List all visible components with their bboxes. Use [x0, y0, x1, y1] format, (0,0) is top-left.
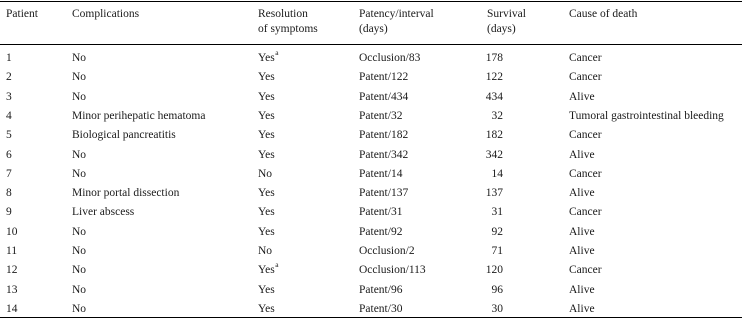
row-resolution-cell-text: Yes [258, 148, 275, 161]
row-survival-cell-text: 30 [491, 302, 503, 315]
header-survival [487, 7, 526, 37]
row-survival-cell [470, 223, 503, 242]
row-resolution-cell-text: Yes [258, 187, 275, 200]
row-resolution-cell-text: Yes [258, 109, 275, 122]
row-survival-cell [470, 88, 503, 107]
row-resolution-cell [258, 184, 275, 203]
header-survival-line1: Survival [487, 8, 526, 20]
table-row [0, 242, 742, 261]
row-resolution-cell-text: Yes [258, 52, 275, 64]
row-patient-cell-text: 1 [6, 52, 12, 64]
header-patency-line2: (days) [359, 23, 388, 35]
row-complications-cell [72, 68, 86, 87]
table-row [0, 68, 742, 87]
row-cause-cell [569, 242, 595, 261]
row-complications-cell-text: No [72, 52, 87, 64]
row-patency-cell [359, 68, 408, 87]
row-survival-cell [470, 68, 503, 87]
row-survival-cell-text: 122 [485, 71, 503, 84]
row-cause-cell-text: Alive [569, 302, 595, 315]
row-patient-cell-text: 8 [6, 187, 12, 200]
row-resolution-cell [258, 203, 275, 222]
header-patency-line1: Patency/interval [359, 8, 434, 20]
row-patency-cell-text: Patent/14 [359, 167, 403, 180]
row-complications-cell [72, 107, 205, 126]
row-cause-cell-text: Cancer [569, 71, 602, 84]
row-resolution-cell-text: Yes [258, 90, 275, 103]
row-patient-cell-text: 6 [6, 148, 12, 161]
row-patient-cell [6, 107, 12, 126]
row-patency-cell [359, 126, 408, 145]
row-complications-cell-text: No [72, 90, 87, 103]
row-complications-cell-text: No [72, 245, 87, 257]
row-cause-cell [569, 165, 602, 184]
row-survival-cell [470, 126, 503, 145]
row-resolution-cell-text: No [258, 167, 273, 180]
row-complications-cell [72, 165, 86, 184]
row-survival-cell-text: 178 [485, 52, 503, 64]
row-complications-cell-text: No [72, 264, 87, 277]
table-row [0, 146, 742, 165]
row-patient-cell-text: 10 [6, 225, 18, 238]
header-resolution-line2: of symptoms [258, 23, 318, 35]
row-patency-cell [359, 223, 402, 242]
row-survival-cell-text: 71 [491, 245, 503, 257]
row-resolution-cell [258, 88, 275, 107]
footnote-marker: a [275, 260, 279, 270]
row-patency-cell-text: Patent/182 [359, 129, 409, 142]
row-resolution-cell-text: Yes [258, 225, 275, 238]
row-resolution-cell [258, 223, 275, 242]
row-complications-cell-text: No [72, 71, 87, 84]
row-complications-cell [72, 88, 86, 107]
row-patient-cell [6, 261, 18, 280]
row-patency-cell [359, 281, 402, 300]
row-survival-cell-text: 92 [491, 225, 503, 238]
row-patient-cell-text: 14 [6, 302, 18, 315]
row-resolution-cell-text: No [258, 245, 273, 257]
row-patient-cell-text: 9 [6, 206, 12, 219]
row-complications-cell [72, 126, 176, 145]
row-cause-cell-text: Cancer [569, 129, 602, 142]
row-cause-cell-text: Cancer [569, 206, 602, 219]
row-cause-cell-text: Alive [569, 283, 595, 296]
row-cause-cell [569, 126, 602, 145]
row-survival-cell-text: 14 [491, 167, 503, 180]
row-complications-cell-text: No [72, 167, 87, 180]
row-patient-cell-text: 4 [6, 109, 12, 122]
row-survival-cell [470, 242, 503, 261]
row-resolution-cell [258, 261, 279, 280]
row-patient-cell-text: 7 [6, 167, 12, 180]
row-cause-cell-text: Alive [569, 187, 595, 200]
row-patency-cell-text: Occlusion/83 [359, 52, 421, 64]
table-row [0, 223, 742, 242]
row-patient-cell-text: 3 [6, 90, 12, 103]
row-complications-cell-text: Minor perihepatic hematoma [72, 109, 206, 122]
row-resolution-cell-text: Yes [258, 129, 275, 142]
row-patient-cell-text: 2 [6, 71, 12, 84]
table-row [0, 261, 742, 280]
row-survival-cell-text: 342 [485, 148, 503, 161]
row-cause-cell [569, 281, 595, 300]
row-complications-cell [72, 242, 86, 261]
row-patency-cell [359, 88, 408, 107]
row-complications-cell [72, 203, 134, 222]
row-resolution-cell [258, 281, 275, 300]
table-bottom-rule [0, 317, 742, 318]
row-complications-cell [72, 184, 179, 203]
row-patency-cell [359, 165, 402, 184]
row-cause-cell [569, 261, 602, 280]
row-resolution-cell-text: Yes [258, 302, 275, 315]
row-complications-cell [72, 281, 86, 300]
row-patient-cell [6, 68, 12, 87]
row-patient-cell [6, 88, 12, 107]
header-resolution-line1: Resolution [258, 8, 308, 20]
table-row [0, 107, 742, 126]
row-patency-cell [359, 146, 408, 165]
row-patency-cell [359, 261, 426, 280]
table-row [0, 49, 742, 68]
row-complications-cell-text: Liver abscess [72, 206, 135, 219]
row-resolution-cell [258, 126, 275, 145]
table-row [0, 165, 742, 184]
row-patency-cell-text: Patent/96 [359, 283, 403, 296]
row-patency-cell-text: Patent/31 [359, 206, 403, 219]
row-patency-cell [359, 49, 420, 68]
row-survival-cell [470, 203, 503, 222]
row-resolution-cell-text: Yes [258, 264, 275, 277]
row-patency-cell [359, 203, 402, 222]
row-cause-cell-text: Alive [569, 90, 595, 103]
row-resolution-cell-text: Yes [258, 206, 275, 219]
table-header-rule [0, 44, 742, 45]
row-complications-cell-text: Biological pancreatitis [72, 129, 176, 142]
row-cause-cell [569, 203, 602, 222]
row-patency-cell-text: Patent/30 [359, 302, 403, 315]
row-patient-cell [6, 281, 18, 300]
row-cause-cell [569, 184, 595, 203]
row-patency-cell [359, 184, 408, 203]
header-patient: Patient [6, 8, 38, 20]
row-cause-cell-text: Alive [569, 148, 595, 161]
row-complications-cell [72, 49, 86, 68]
row-patient-cell [6, 49, 12, 68]
row-patency-cell [359, 107, 402, 126]
header-cause: Cause of death [569, 8, 638, 20]
header-resolution [258, 7, 318, 37]
row-patency-cell-text: Patent/32 [359, 109, 403, 122]
row-survival-cell-text: 120 [485, 264, 503, 277]
row-complications-cell-text: No [72, 225, 87, 238]
row-patient-cell [6, 126, 12, 145]
row-patency-cell-text: Patent/342 [359, 148, 409, 161]
row-resolution-cell [258, 242, 272, 261]
row-survival-cell-text: 137 [485, 187, 503, 200]
row-survival-cell-text: 182 [485, 129, 503, 142]
row-patency-cell [359, 242, 415, 261]
row-survival-cell [470, 261, 503, 280]
table-row [0, 281, 742, 300]
row-cause-cell [569, 88, 595, 107]
table-row [0, 203, 742, 222]
row-survival-cell [470, 107, 503, 126]
row-patient-cell-text: 11 [6, 245, 18, 257]
row-survival-cell [470, 281, 503, 300]
row-patient-cell-text: 5 [6, 129, 12, 142]
row-patient-cell [6, 203, 12, 222]
row-survival-cell [470, 184, 503, 203]
row-patient-cell [6, 165, 12, 184]
row-cause-cell-text: Cancer [569, 52, 602, 64]
row-cause-cell [569, 68, 602, 87]
row-resolution-cell [258, 68, 275, 87]
row-complications-cell-text: Minor portal dissection [72, 187, 180, 200]
row-complications-cell-text: No [72, 148, 87, 161]
table-row [0, 184, 742, 203]
row-patency-cell-text: Patent/137 [359, 187, 409, 200]
row-survival-cell [470, 49, 503, 68]
row-cause-cell-text: Alive [569, 245, 595, 257]
row-complications-cell [72, 146, 86, 165]
row-patient-cell-text: 12 [6, 264, 18, 277]
row-patency-cell-text: Occlusion/113 [359, 264, 426, 277]
row-resolution-cell-text: Yes [258, 283, 275, 296]
header-survival-line2: (days) [487, 23, 516, 35]
row-cause-cell [569, 146, 595, 165]
row-patency-cell-text: Patent/122 [359, 71, 409, 84]
row-survival-cell [470, 165, 503, 184]
row-survival-cell-text: 96 [491, 283, 503, 296]
row-resolution-cell-text: Yes [258, 71, 275, 84]
row-survival-cell-text: 32 [491, 109, 503, 122]
row-resolution-cell [258, 146, 275, 165]
row-survival-cell-text: 31 [491, 206, 503, 219]
row-cause-cell [569, 223, 595, 242]
row-survival-cell [470, 146, 503, 165]
row-patient-cell [6, 184, 12, 203]
row-cause-cell-text: Alive [569, 225, 595, 238]
row-complications-cell-text: No [72, 283, 87, 296]
row-complications-cell [72, 261, 86, 280]
row-cause-cell [569, 49, 602, 68]
footnote-marker: a [275, 48, 279, 58]
header-patency [359, 7, 434, 37]
row-cause-cell [569, 107, 724, 126]
row-patency-cell-text: Patent/92 [359, 225, 403, 238]
row-patient-cell [6, 223, 18, 242]
table-row [0, 88, 742, 107]
row-resolution-cell [258, 107, 275, 126]
row-survival-cell-text: 434 [485, 90, 503, 103]
row-cause-cell-text: Tumoral gastrointestinal bleeding [569, 109, 724, 122]
row-complications-cell [72, 223, 86, 242]
row-cause-cell-text: Cancer [569, 264, 602, 277]
row-patency-cell-text: Occlusion/2 [359, 245, 415, 257]
row-cause-cell-text: Cancer [569, 167, 602, 180]
row-patient-cell [6, 146, 12, 165]
row-resolution-cell [258, 49, 279, 68]
row-resolution-cell [258, 165, 272, 184]
header-complications: Complications [72, 8, 140, 20]
row-patency-cell-text: Patent/434 [359, 90, 409, 103]
row-patient-cell-text: 13 [6, 283, 18, 296]
table-top-rule [0, 1, 742, 2]
row-complications-cell-text: No [72, 302, 87, 315]
table-row [0, 126, 742, 145]
row-patient-cell [6, 242, 17, 261]
